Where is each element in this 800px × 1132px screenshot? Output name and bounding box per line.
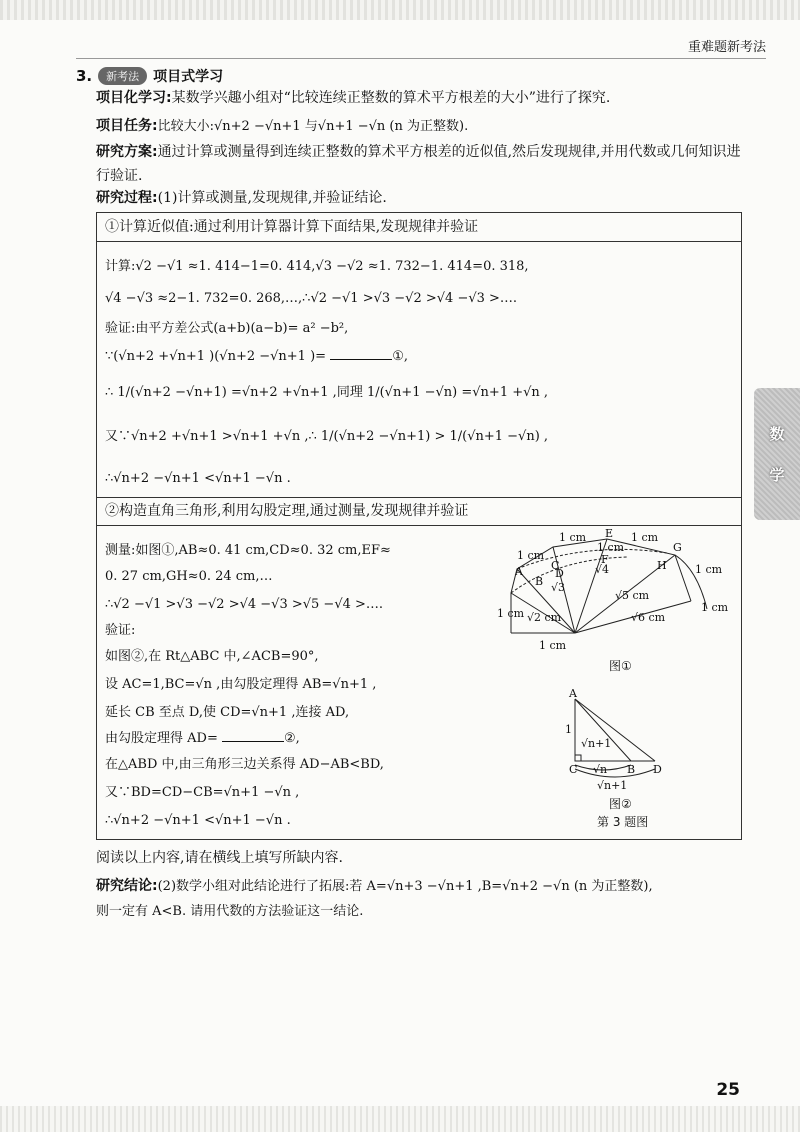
- fig2-label-1: 1: [565, 723, 572, 736]
- question-number: 3.: [76, 67, 93, 85]
- blank-1-marker: ①,: [392, 349, 408, 364]
- fig1-label-C: C: [551, 559, 560, 572]
- fig1-label-8: 1 cm: [597, 541, 625, 554]
- fig1-label-9: √2 cm: [527, 611, 562, 624]
- s1-line-1: 计算:√2 −√1 ≈1. 414−1=0. 414,√3 −√2 ≈1. 732−1. 414=0. 318,: [105, 259, 529, 274]
- s2-line-1: 测量:如图①,AB≈0. 41 cm,CD≈0. 32 cm,EF≈: [105, 543, 391, 558]
- fig1-label-E: E: [605, 529, 614, 540]
- s2-line-7: 延长 CB 至点 D,使 CD=√n+1 ,连接 AD,: [105, 705, 350, 720]
- conclusion-text: (2)数学小组对此结论进行了拓展:若 A=√n+3 −√n+1 ,B=√n+2 −√n (n 为正整数),: [157, 879, 653, 894]
- page-number: 25: [716, 1080, 740, 1100]
- intro-label-1: 项目化学习:: [96, 90, 172, 106]
- fig1-label-1: 1 cm: [559, 531, 587, 544]
- s2-line-8-text: 由勾股定理得 AD=: [105, 731, 218, 746]
- intro-para-3: [96, 140, 746, 188]
- question-header: [76, 66, 223, 86]
- fig1-label-H: H: [657, 559, 667, 572]
- fig1-label-4: 1 cm: [695, 563, 723, 576]
- intro-label-4: 研究过程:: [96, 190, 158, 206]
- intro-text-3: 通过计算或测量得到连续正整数的算术平方根差的近似值,然后发现规律,并用代数或几何知识进行验证.: [96, 144, 741, 184]
- header-rule: [76, 58, 766, 59]
- s2-line-6: 设 AC=1,BC=√n ,由勾股定理得 AB=√n+1 ,: [105, 677, 377, 692]
- answer-blank-2[interactable]: [222, 729, 284, 742]
- new-method-badge: 新考法: [98, 67, 147, 85]
- fig1-label-A: A: [515, 565, 523, 578]
- fig1-label-11: √4: [595, 563, 610, 576]
- s2-line-9: 在△ABD 中,由三角形三边关系得 AD−AB<BD,: [105, 757, 384, 772]
- s2-line-11: ∴√n+2 −√n+1 <√n+1 −√n .: [105, 813, 291, 828]
- fig1-label-7: 1 cm: [539, 639, 567, 652]
- fig1-label-5: 1 cm: [497, 607, 525, 620]
- fig1-label-G: G: [673, 541, 682, 554]
- fig1-label-6: 1 cm: [701, 601, 729, 614]
- conclusion-para: [96, 874, 746, 899]
- intro-text-1: 某数学兴趣小组对“比较连续正整数的算术平方根差的大小”进行了探究.: [171, 90, 611, 106]
- intro-text-2: 比较大小:√n+2 −√n+1 与√n+1 −√n (n 为正整数).: [157, 119, 469, 134]
- fig1-label-13: √6 cm: [631, 611, 666, 624]
- section2-title: ②构造直角三角形,利用勾股定理,通过测量,发现规律并验证: [97, 497, 741, 526]
- s2-line-8: [105, 729, 300, 749]
- section1-title: ①计算近似值:通过利用计算器计算下面结果,发现规律并验证: [97, 213, 741, 242]
- figures-caption: 第 3 题图: [597, 815, 649, 829]
- figure-2-diagram: [561, 689, 671, 793]
- figure-1-diagram: [497, 529, 729, 655]
- s2-line-2: 0. 27 cm,GH≈0. 24 cm,…: [105, 569, 273, 584]
- fig1-label-F: F: [601, 553, 609, 566]
- s2-line-4: 验证:: [105, 623, 136, 638]
- fig1-label-B: B: [535, 575, 544, 588]
- s1-line-4-text: ∵(√n+2 +√n+1 )(√n+2 −√n+1 )=: [105, 349, 327, 364]
- fig1-label-3: 1 cm: [517, 549, 545, 562]
- fig2-label-sqrt-n-plus-1-bottom: √n+1: [597, 779, 628, 792]
- research-process-box: [96, 212, 742, 840]
- fig2-label-C: C: [569, 763, 578, 776]
- s1-line-3: 验证:由平方差公式(a+b)(a−b)= a² −b²,: [105, 321, 349, 336]
- fig2-label-sqrt-n-plus-1-top: √n+1: [581, 737, 612, 750]
- side-tab-char-1: 数: [769, 425, 785, 443]
- scan-bottom-border: [0, 1106, 800, 1132]
- intro-para-4: [96, 186, 746, 210]
- conclusion-label: 研究结论:: [96, 878, 158, 894]
- fig2-label-B: B: [627, 763, 636, 776]
- intro-text-4: (1)计算或测量,发现规律,并验证结论.: [157, 190, 387, 206]
- fill-instruction: 阅读以上内容,请在横线上填写所缺内容.: [96, 850, 343, 866]
- subject-side-tab: [754, 388, 800, 520]
- fig1-label-10: √3: [551, 581, 566, 594]
- header-title: 重难题新考法: [687, 40, 766, 55]
- s2-line-3: ∴√2 −√1 >√3 −√2 >√4 −√3 >√5 −√4 >….: [105, 597, 384, 612]
- question-type: 项目式学习: [153, 69, 224, 85]
- s1-line-2: √4 −√3 ≈2−1. 732=0. 268,…,∴√2 −√1 >√3 −√2 >√4 −√3 >….: [105, 291, 518, 306]
- intro-label-2: 项目任务:: [96, 118, 158, 134]
- fig1-label-2: 1 cm: [631, 531, 659, 544]
- fig1-label-12: √5 cm: [615, 589, 650, 602]
- s2-line-10: 又∵BD=CD−CB=√n+1 −√n ,: [105, 785, 300, 800]
- conclusion-para-2: 则一定有 A<B. 请用代数的方法验证这一结论.: [96, 904, 364, 919]
- scan-top-border: [0, 0, 800, 20]
- fig1-label-D: D: [555, 567, 564, 580]
- s1-line-7: ∴√n+2 −√n+1 <√n+1 −√n .: [105, 471, 291, 486]
- figure-2-caption: 图②: [609, 797, 632, 811]
- fig2-label-sqrt-n: √n: [593, 763, 608, 776]
- fig2-label-D: D: [653, 763, 662, 776]
- side-tab-char-2: 学: [769, 466, 785, 484]
- intro-para-2: [96, 114, 746, 139]
- s1-line-6: 又∵√n+2 +√n+1 >√n+1 +√n ,∴ 1/(√n+2 −√n+1) > 1/(√n+1 −√n) ,: [105, 429, 549, 444]
- blank-2-marker: ②,: [283, 731, 300, 746]
- intro-para-1: [96, 86, 746, 110]
- fig2-label-A: A: [569, 689, 577, 700]
- s1-line-5: ∴ 1/(√n+2 −√n+1) =√n+2 +√n+1 ,同理 1/(√n+1 −√n) =√n+1 +√n ,: [105, 385, 549, 400]
- answer-blank-1[interactable]: [330, 347, 392, 360]
- s2-line-5: 如图②,在 Rt△ABC 中,∠ACB=90°,: [105, 649, 319, 664]
- intro-label-3: 研究方案:: [96, 144, 158, 160]
- figure-1-caption: 图①: [609, 659, 632, 673]
- s1-line-4: [105, 347, 408, 367]
